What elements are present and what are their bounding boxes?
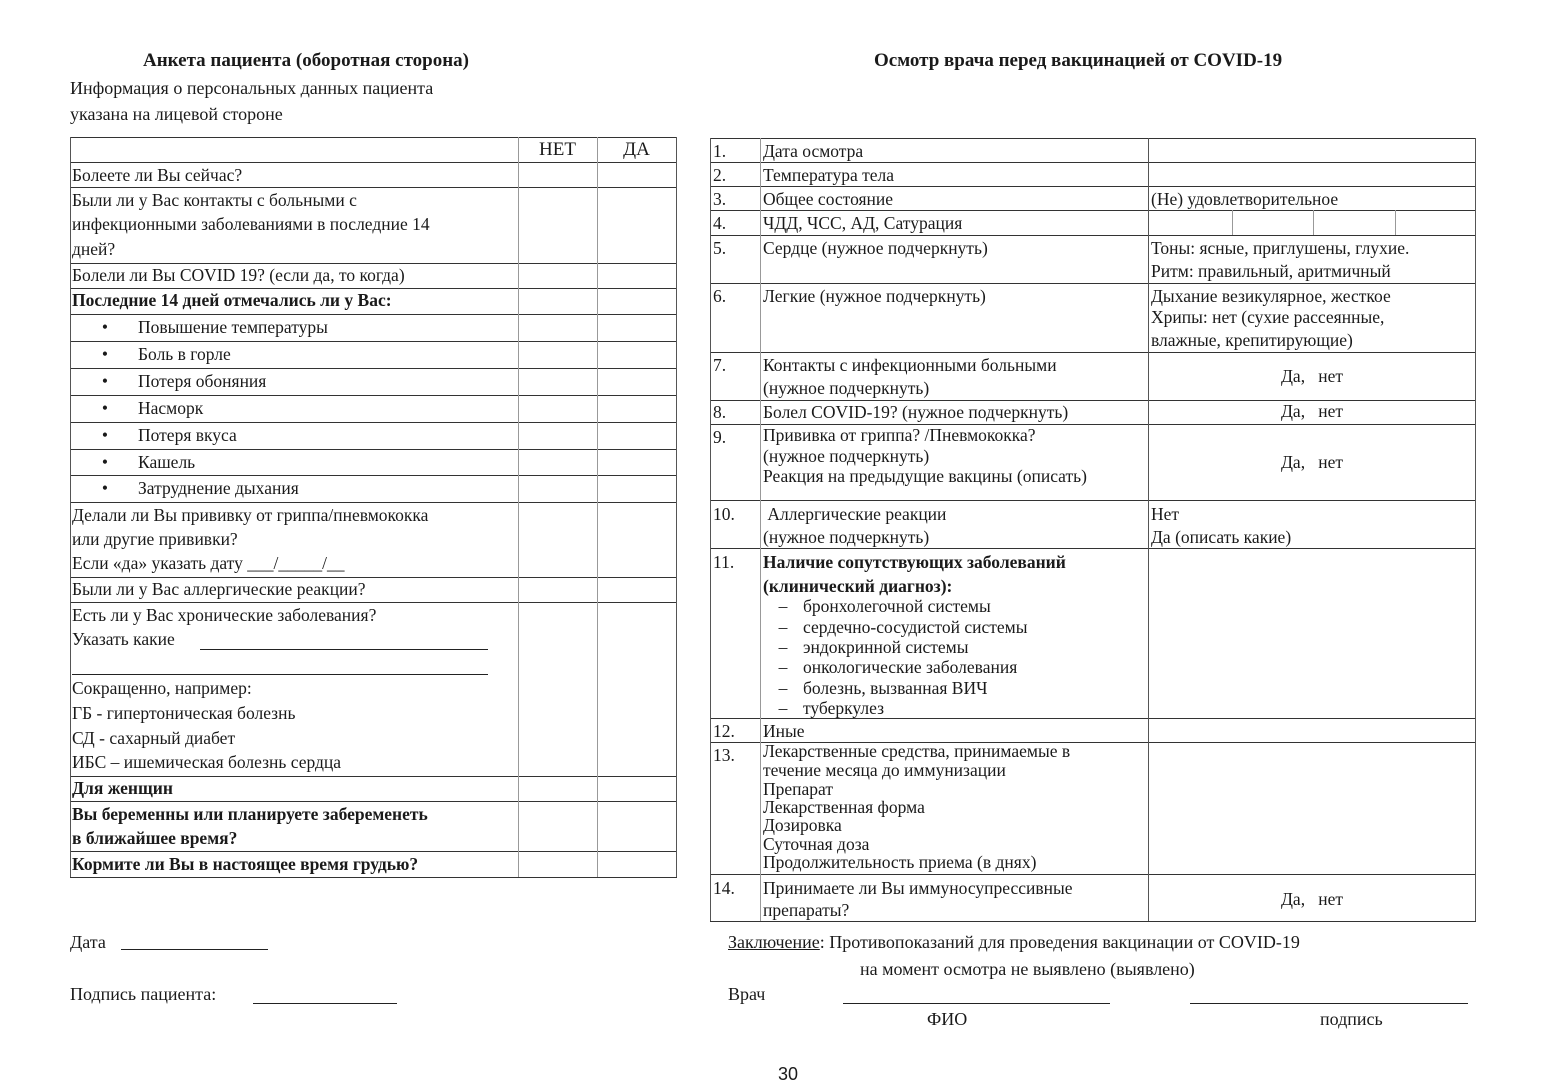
row-number: 5. [713,238,727,258]
comorbidities-label-line2: (клинический диагноз): [763,576,953,596]
general-condition-value: (Не) удовлетворительное [1151,189,1339,209]
infectious-contacts-yes-no[interactable]: Да, нет [1281,366,1343,386]
row-number: 6. [713,286,727,306]
symptom-item [70,476,301,500]
row-number: 8. [713,402,727,422]
abbreviation-sd: СД - сахарный диабет [72,728,236,748]
comorbidity-label: бронхолегочной системы [803,596,991,616]
had-covid-yes-no[interactable]: Да, нет [1281,401,1343,421]
heart-tones-options[interactable]: Тоны: ясные, приглушены, глухие. [1151,238,1410,258]
other-diseases-label: Иные [763,721,805,741]
row-number: 9. [713,427,727,447]
medications-duration: Продолжительность приема (в днях) [763,852,1037,872]
immunosuppressants-label-line2: препараты? [763,900,850,920]
row-number: 1. [713,141,727,161]
row-number: 4. [713,213,727,233]
question-had-covid: Болели ли Вы COVID 19? (если да, то когда) [72,265,405,285]
heart-rhythm-options[interactable]: Ритм: правильный, аритмичный [1151,261,1391,281]
comorbidity-label: туберкулез [803,698,884,718]
row-number: 14. [713,878,735,898]
question-pregnant-line2: в ближайшее время? [72,828,238,848]
row-number: 2. [713,165,727,185]
bullet-icon: • [101,452,109,472]
general-condition-label: Общее состояние [763,189,894,209]
symptom-item [70,342,233,366]
vitals-hr-field[interactable] [1233,211,1313,235]
body-temperature-field[interactable] [1149,163,1475,186]
question-contacts-line2: инфекционными заболеваниями в последние 14 [72,214,430,234]
row-number: 11. [713,552,735,572]
flu-vaccine-label-line3: Реакция на предыдущие вакцины (описать) [763,466,1087,486]
row-number: 10. [713,504,735,524]
question-symptoms-header: Последние 14 дней отмечались ли у Вас: [72,290,392,310]
section-for-women: Для женщин [72,778,173,798]
question-contacts-line3: дней? [72,239,116,259]
row-number: 13. [713,745,735,765]
other-diseases-field[interactable] [1149,719,1475,742]
doctor-signature-field[interactable] [1190,1003,1468,1004]
date-field[interactable] [121,949,268,950]
row-number: 3. [713,189,727,209]
question-vaccination-line1: Делали ли Вы прививку от гриппа/пневмококка [72,505,429,525]
question-vaccination-line2: или другие прививки? [72,529,238,549]
symptom-label: Затруднение дыхания [138,478,299,498]
question-vaccination-date [70,551,346,575]
conclusion-line1 [728,929,1300,955]
medications-label-line1: Лекарственные средства, принимаемые в [763,741,1071,761]
symptom-label: Потеря вкуса [138,425,237,445]
medications-form: Лекарственная форма [763,797,925,817]
row-number: 7. [713,355,727,375]
symptom-item [70,396,205,420]
bullet-icon: • [101,317,109,337]
doctor-signature-caption: подпись [1320,1009,1383,1029]
exam-date-label: Дата осмотра [763,141,864,161]
doctor-name-field[interactable] [843,1003,1110,1004]
exam-date-field[interactable] [1149,139,1475,162]
lungs-rales-options[interactable]: Хрипы: нет (сухие рассеянные, [1151,307,1385,327]
dash-icon: – [778,657,788,677]
symptom-label: Насморк [138,398,204,418]
column-header-net: НЕТ [539,139,576,160]
flu-vaccine-label-line2: (нужное подчеркнуть) [763,446,930,466]
doctor-name-caption: ФИО [927,1009,968,1029]
lungs-label: Легкие (нужное подчеркнуть) [763,286,986,306]
column-header-da: ДА [623,139,650,160]
symptom-item [70,423,239,447]
symptom-item [70,315,330,339]
allergy-label-line2: (нужное подчеркнуть) [763,527,930,547]
body-temperature-label: Температура тела [763,165,895,185]
question-currently-ill: Болеете ли Вы сейчас? [72,165,243,185]
comorbidity-item [761,696,886,720]
question-breastfeeding: Кормите ли Вы в настоящее время грудью? [72,854,419,874]
question-contacts-line1: Были ли у Вас контакты с больными с [72,190,357,210]
allergy-label-line1: Аллергические реакции [763,504,947,524]
dash-icon: – [778,678,788,698]
patient-signature-label: Подпись пациента: [70,984,217,1004]
medications-label-line2: течение месяца до иммунизации [763,760,1006,780]
conclusion-text: : Противопоказаний для проведения вакцинации от COVID-19 [819,932,1300,952]
dash-icon: – [778,637,788,657]
chronic-diseases-blank-2[interactable] [72,674,488,675]
patient-form-subtitle-line2: указана на лицевой стороне [70,104,283,124]
flu-vaccine-yes-no[interactable]: Да, нет [1281,452,1343,472]
allergy-option-yes[interactable]: Да (описать какие) [1151,527,1292,547]
abbreviation-ibs: ИБС – ишемическая болезнь сердца [72,752,342,772]
patient-form-title: Анкета пациента (оборотная сторона) [143,50,469,71]
vitals-spo2-field[interactable] [1396,211,1475,235]
symptom-item [70,369,268,393]
dash-icon: – [778,596,788,616]
comorbidity-label: онкологические заболевания [803,657,1018,677]
page-number: 30 [778,1064,799,1084]
vaccination-date-label: Если «да» указать дату [72,553,243,573]
doctor-exam-title: Осмотр врача перед вакцинацией от COVID-19 [874,50,1283,71]
doctor-label: Врач [728,984,766,1004]
immunosuppressants-yes-no[interactable]: Да, нет [1281,889,1343,909]
vitals-label: ЧДД, ЧСС, АД, Сатурация [763,213,963,233]
heart-label: Сердце (нужное подчеркнуть) [763,238,988,258]
medications-daily-dose: Суточная доза [763,834,870,854]
abbreviations-header: Сокращенно, например: [72,678,252,698]
conclusion-line2[interactable]: на момент осмотра не выявлено (выявлено) [860,959,1195,979]
patient-signature-field[interactable] [253,1003,397,1004]
dash-icon: – [778,617,788,637]
lungs-breathing-options[interactable]: Дыхание везикулярное, жесткое [1151,286,1391,306]
medications-drug: Препарат [763,779,833,799]
bullet-icon: • [101,425,109,445]
chronic-diseases-blank-1[interactable] [200,649,488,650]
question-chronic-line1: Есть ли у Вас хронические заболевания? [72,605,377,625]
bullet-icon: • [101,478,109,498]
question-chronic-line2: Указать какие [72,629,175,649]
comorbidity-label: эндокринной системы [803,637,969,657]
symptom-label: Потеря обоняния [138,371,267,391]
comorbidity-label: сердечно-сосудистой системы [803,617,1028,637]
symptom-label: Кашель [138,452,196,472]
bullet-icon: • [101,344,109,364]
bullet-icon: • [101,398,109,418]
lungs-rales-options-cont[interactable]: влажные, крепитирующие) [1151,330,1353,350]
question-pregnant-line1: Вы беременны или планируете забеременеть [72,804,428,824]
vitals-bp-field[interactable] [1314,211,1395,235]
had-covid-label: Болел COVID-19? (нужное подчеркнуть) [763,402,1069,422]
symptom-item [70,450,197,474]
medications-field[interactable] [1149,743,1475,874]
question-allergic-reactions: Были ли у Вас аллергические реакции? [72,579,366,599]
patient-form-subtitle-line1: Информация о персональных данных пациента [70,78,434,98]
conclusion-label: Заключение [728,932,820,952]
dash-icon: – [778,698,788,718]
bullet-icon: • [101,371,109,391]
vitals-rr-field[interactable] [1149,211,1232,235]
abbreviation-gb: ГБ - гипертоническая болезнь [72,703,296,723]
comorbidities-field[interactable] [1149,549,1475,718]
vaccination-date-blank[interactable]: ___/_____/__ [247,553,345,573]
flu-vaccine-label-line1: Прививка от гриппа? /Пневмококка? [763,425,1036,445]
comorbidity-label: болезнь, вызванная ВИЧ [803,678,988,698]
symptom-label: Повышение температуры [138,317,328,337]
date-label: Дата [70,932,106,952]
symptom-label: Боль в горле [138,344,231,364]
comorbidities-label-line1: Наличие сопутствующих заболеваний [763,552,1066,572]
row-number: 12. [713,721,735,741]
infectious-contacts-label-line1: Контакты с инфекционными больными [763,355,1057,375]
immunosuppressants-label-line1: Принимаете ли Вы иммуносупрессивные [763,878,1073,898]
infectious-contacts-label-line2: (нужное подчеркнуть) [763,378,930,398]
allergy-option-no[interactable]: Нет [1151,504,1180,524]
medications-dosage: Дозировка [763,815,842,835]
